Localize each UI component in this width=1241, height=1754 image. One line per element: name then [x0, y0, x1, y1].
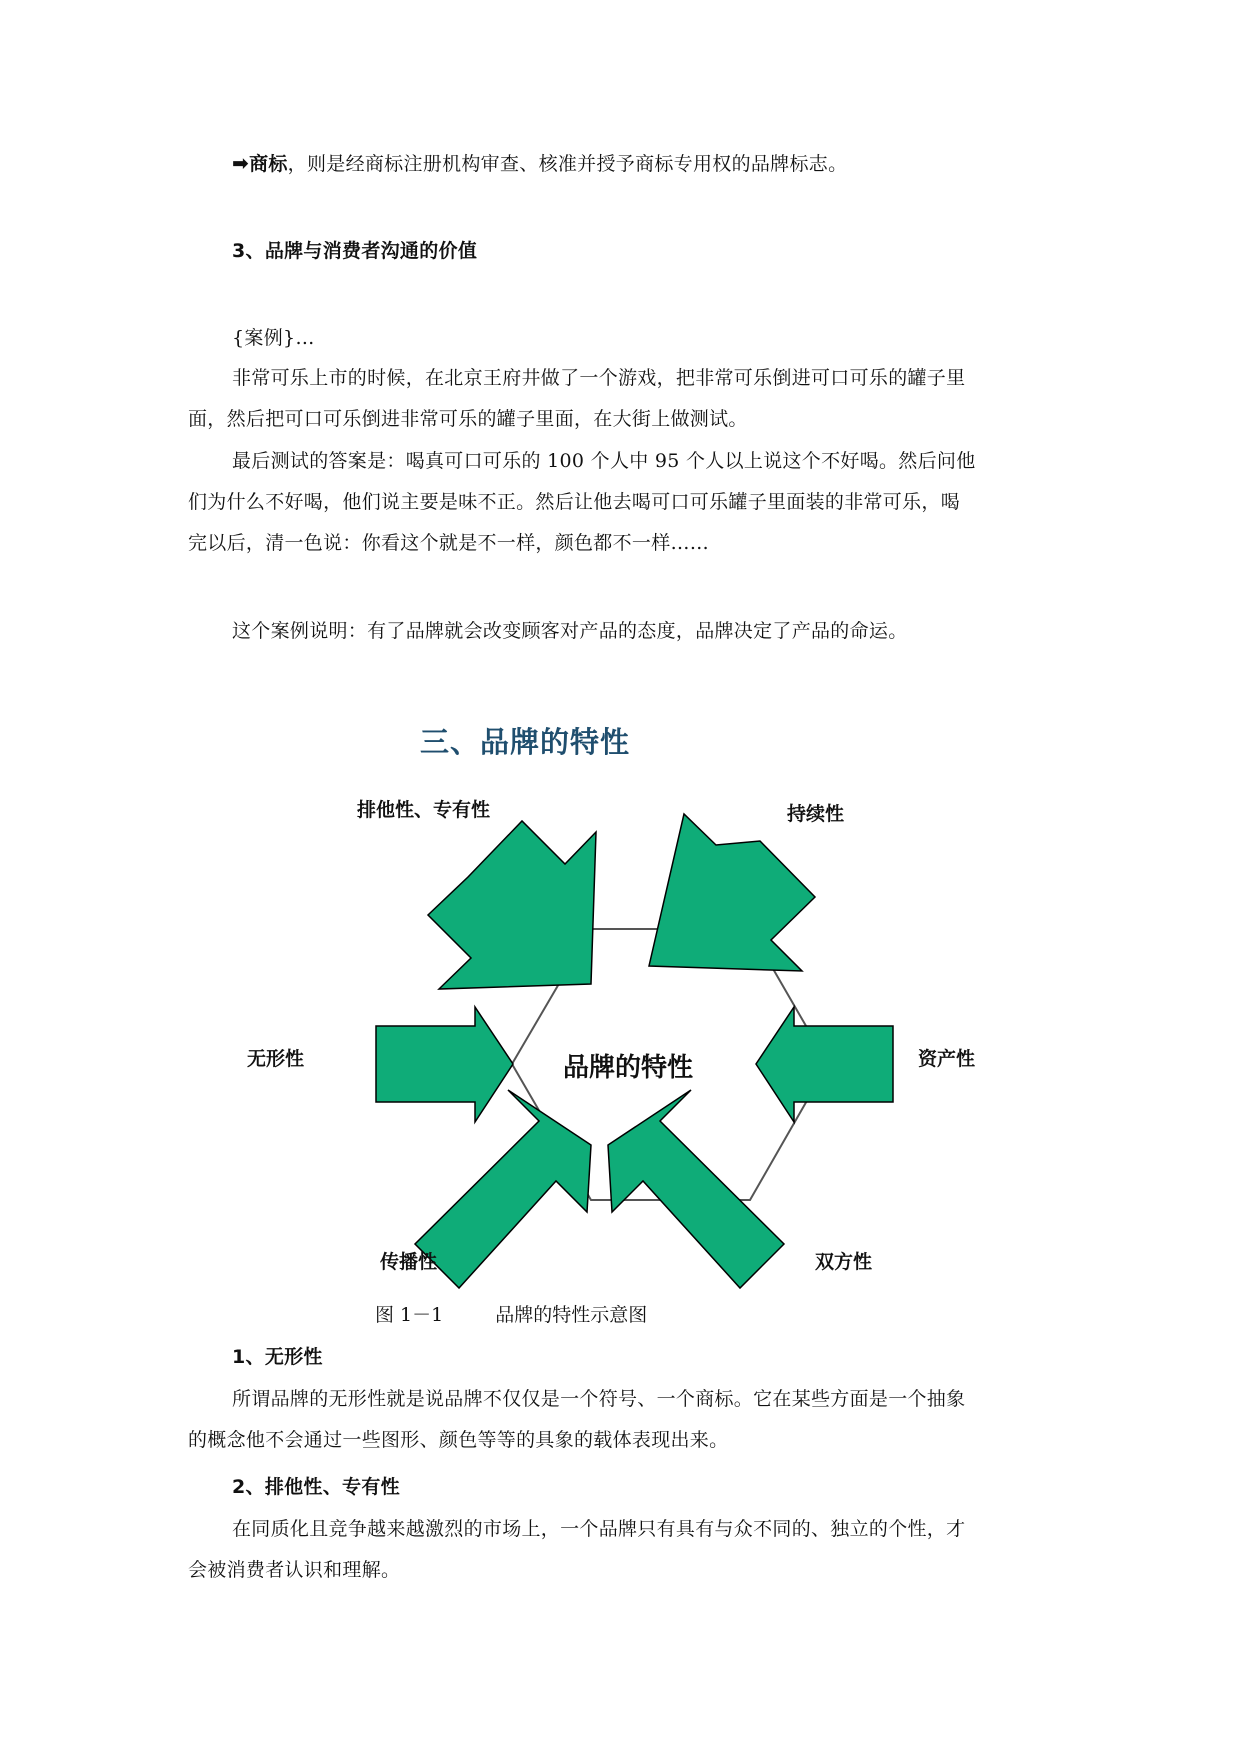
subheading-2: 2、排他性、专有性 — [232, 1476, 400, 1498]
diagram-center-label: 品牌的特性 — [563, 1053, 694, 1083]
trademark-text: ，则是经商标注册机构审查、核准并授予商标专用权的品牌标志。 — [287, 153, 848, 175]
right-arrow-icon: ➡ — [232, 151, 250, 175]
trademark-term: 商标 — [249, 153, 288, 175]
brand-characteristics-diagram — [0, 780, 1241, 1300]
arrow-top-right — [649, 814, 815, 971]
section-title: 三、品牌的特性 — [420, 725, 631, 759]
label-top-left: 排他性、专有性 — [357, 799, 491, 821]
arrow-bottom-left — [415, 1090, 591, 1288]
case-paragraph-1-line-1: 非常可乐上市的时候，在北京王府井做了一个游戏，把非常可乐倒进可口可乐的罐子里 — [232, 367, 966, 389]
label-left: 无形性 — [247, 1048, 305, 1070]
label-bottom-right: 双方性 — [815, 1251, 873, 1273]
paragraph-1-line-1: 所谓品牌的无形性就是说品牌不仅仅是一个符号、一个商标。它在某些方面是一个抽象 — [232, 1388, 966, 1410]
paragraph-2-line-2: 会被消费者认识和理解。 — [188, 1559, 401, 1581]
arrow-right — [756, 1007, 893, 1122]
arrow-bottom-right — [608, 1090, 784, 1288]
figure-caption — [375, 1300, 647, 1330]
figure-caption-text: 品牌的特性示意图 — [495, 1304, 648, 1326]
case-paragraph-2-line-2: 们为什么不好喝，他们说主要是味不正。然后让他去喝可口可乐罐子里面装的非常可乐，喝 — [188, 491, 961, 513]
trademark-line — [232, 148, 1050, 179]
case-conclusion: 这个案例说明：有了品牌就会改变顾客对产品的态度，品牌决定了产品的命运。 — [232, 620, 908, 642]
label-top-right: 持续性 — [787, 803, 845, 825]
figure-number: 图 1－1 — [375, 1304, 444, 1326]
arrow-top-left — [428, 821, 596, 989]
case-paragraph-1-line-2: 面，然后把可口可乐倒进非常可乐的罐子里面，在大街上做测试。 — [188, 408, 748, 430]
subheading-1: 1、无形性 — [232, 1346, 323, 1368]
case-paragraph-2-line-1: 最后测试的答案是：喝真可口可乐的 100 个人中 95 个人以上说这个不好喝。然后问他 — [232, 450, 976, 472]
paragraph-2-line-1: 在同质化且竞争越来越激烈的市场上，一个品牌只有具有与众不同的、独立的个性，才 — [232, 1518, 966, 1540]
paragraph-1-line-2: 的概念他不会通过一些图形、颜色等等的具象的载体表现出来。 — [188, 1429, 729, 1451]
heading-3: 3、品牌与消费者沟通的价值 — [232, 240, 478, 262]
label-right: 资产性 — [918, 1048, 976, 1070]
label-bottom-left: 传播性 — [380, 1251, 438, 1273]
case-paragraph-2-line-3: 完以后，清一色说：你看这个就是不一样，颜色都不一样…… — [188, 532, 710, 554]
case-label: {案例}… — [232, 327, 315, 349]
arrow-left — [376, 1007, 513, 1122]
